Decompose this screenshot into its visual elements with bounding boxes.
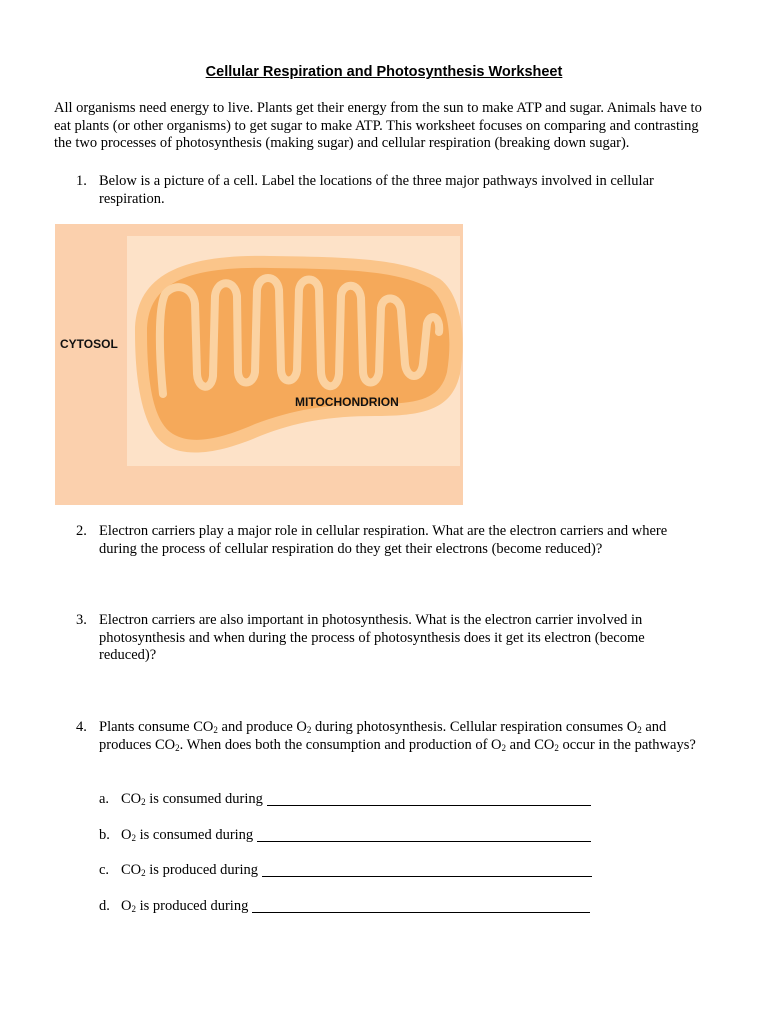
cell-diagram: [55, 224, 463, 505]
question-text: Plants consume $CO_2$ and produce $O_2$ during photosynthesis. Cellular respiration consumes $O_2$ and produces $CO_2$. When does both the consumption and production of $O_2$ and $CO_2$ occur in the pathways?: [99, 719, 696, 753]
question-2: [76, 523, 696, 558]
question-number: 4.: [76, 719, 87, 735]
question-number: 3.: [76, 612, 87, 628]
answer-blank-d[interactable]: [252, 899, 590, 913]
answer-blank-c[interactable]: [262, 863, 592, 877]
subquestion-b: b. $O_2$ is consumed during: [99, 827, 619, 845]
question-3: [76, 612, 696, 665]
question-text: Below is a picture of a cell. Label the locations of the three major pathways involved in cellular respiration.: [99, 173, 654, 207]
subquestion-c: c. $CO_2$ is produced during: [99, 862, 619, 880]
question-1: [76, 173, 696, 208]
question-text: Electron carriers play a major role in cellular respiration. What are the electron carriers and where during the process of cellular respiration do they get their electrons (become reduced)?: [99, 523, 668, 557]
mitochondrion-label: MITOCHONDRION: [295, 395, 399, 409]
intro-paragraph: All organisms need energy to live. Plants get their energy from the sun to make ATP and sugar. Animals have to eat plants (or other organisms) to get sugar to make ATP. This worksheet focuses on comparing and contrasting the two processes of photosynthesis (making sugar) and cellular respiration (breaking down sugar).: [54, 100, 702, 151]
cytosol-label: CYTOSOL: [60, 337, 118, 351]
answer-blank-b[interactable]: [257, 828, 591, 842]
answer-blank-a[interactable]: [267, 792, 591, 806]
question-number: 1.: [76, 173, 87, 189]
question-text: Electron carriers are also important in photosynthesis. What is the electron carrier involved in photosynthesis and when during the process of photosynthesis does it get its electron (become reduced)?: [99, 612, 645, 663]
subquestion-d: d. $O_2$ is produced during: [99, 898, 619, 916]
question-number: 2.: [76, 523, 87, 539]
subquestion-a: a. $CO_2$ is consumed during: [99, 791, 619, 809]
worksheet-title: Cellular Respiration and Photosynthesis Worksheet: [205, 64, 563, 80]
question-4: [76, 719, 696, 754]
